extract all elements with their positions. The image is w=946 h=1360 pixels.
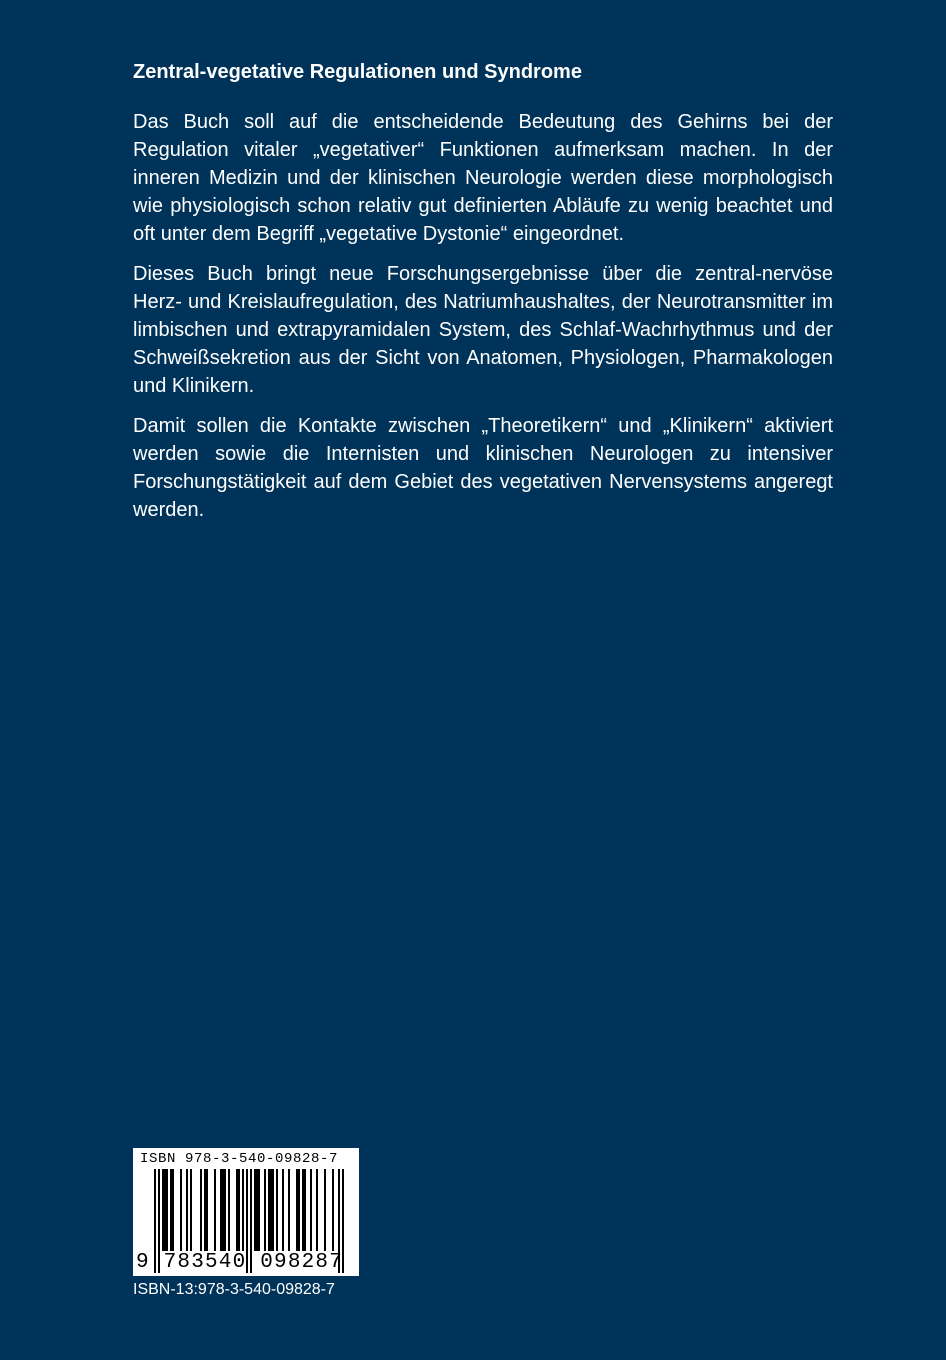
barcode-bar	[170, 1169, 172, 1251]
barcode-bar	[224, 1169, 226, 1251]
barcode-bar	[228, 1169, 230, 1251]
barcode-bar	[220, 1169, 222, 1251]
barcode-bar	[272, 1169, 274, 1251]
barcode-bar	[162, 1169, 164, 1251]
barcode-bar	[166, 1169, 168, 1251]
barcode-bar	[270, 1169, 272, 1251]
barcode-bar	[316, 1169, 318, 1251]
barcode-bar	[254, 1169, 256, 1251]
barcode-bar	[310, 1169, 312, 1251]
barcode-bar	[256, 1169, 258, 1251]
isbn13-text: ISBN-13:978-3-540-09828-7	[133, 1281, 335, 1298]
description-paragraph-3: Damit sollen die Kontakte zwischen „Theoretikern“ und „Klinikern“ aktiviert werden sowie die Internisten und klinischen Neurologen zu intensiver Forschungstätigkeit auf dem Gebiet des vegetativen Nervensystems angeregt werden.	[133, 415, 833, 521]
barcode-bar	[258, 1169, 260, 1251]
barcode-bar	[180, 1169, 182, 1251]
barcode	[133, 1148, 359, 1276]
barcode-bar	[236, 1169, 238, 1251]
barcode-bar	[264, 1169, 266, 1251]
isbn-label: ISBN 978-3-540-09828-7	[140, 1151, 339, 1167]
barcode-bar	[304, 1169, 306, 1251]
book-title: Zentral-vegetative Regulationen und Syndrome	[133, 61, 582, 83]
barcode-bar	[200, 1169, 202, 1251]
barcode-bar	[302, 1169, 304, 1251]
barcode-bar	[298, 1169, 300, 1251]
barcode-bar	[204, 1169, 206, 1251]
barcode-bar	[222, 1169, 224, 1251]
barcode-bar	[288, 1169, 290, 1251]
barcode-bar	[242, 1169, 244, 1251]
ean-digits: 9 783540 098287	[136, 1251, 344, 1274]
barcode-bar	[296, 1169, 298, 1251]
barcode-bar	[268, 1169, 270, 1251]
barcode-bar	[164, 1169, 166, 1251]
back-cover-text	[133, 58, 833, 536]
barcode-bar	[172, 1169, 174, 1251]
barcode-bar	[276, 1169, 278, 1251]
barcode-bar	[206, 1169, 208, 1251]
description-paragraph-2: Dieses Buch bringt neue Forschungsergebnisse über die zentral-nervöse Herz- und Kreislaufregulation, des Natriumhaushaltes, der Neurotransmitter im limbischen und extrapyramidalen System, des Schlaf-Wachrhythmus und der Schweißsekretion aus der Sicht von Anatomen, Physiologen, Pharmakologen und Klinikern.	[133, 263, 833, 397]
barcode-bar	[186, 1169, 188, 1251]
barcode-bar	[238, 1169, 240, 1251]
barcode-bar	[332, 1169, 334, 1251]
barcode-bar	[190, 1169, 192, 1251]
description-paragraph-1: Das Buch soll auf die entscheidende Bedeutung des Gehirns bei der Regulation vitaler „vegetativer“ Funktionen aufmerksam machen. In der inneren Medizin und der klinischen Neurologie werden diese morphologisch wie physiologisch schon relativ gut definierten Abläufe zu wenig beachtet und oft unter dem Begriff „vegetative Dystonie“ eingeordnet.	[133, 111, 833, 245]
barcode-block	[133, 1148, 359, 1300]
barcode-bar	[282, 1169, 284, 1251]
barcode-bar	[324, 1169, 326, 1251]
barcode-bar	[214, 1169, 216, 1251]
